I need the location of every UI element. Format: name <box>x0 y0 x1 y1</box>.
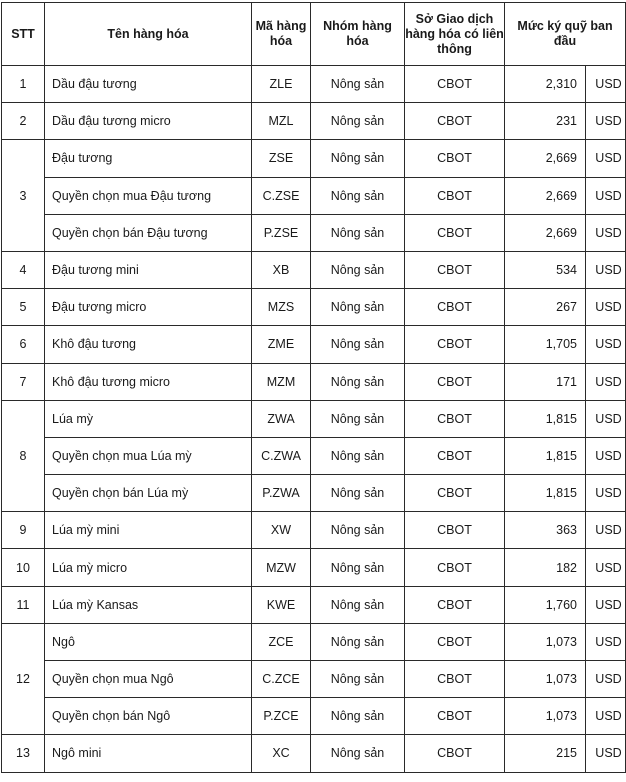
table-row <box>2 400 626 437</box>
row-stt: 8 <box>2 400 45 512</box>
row-group: Nông sản <box>311 400 405 437</box>
row-code: C.ZWA <box>252 437 311 474</box>
row-code: MZL <box>252 103 311 140</box>
table-row <box>2 103 626 140</box>
table-row <box>2 289 626 326</box>
table-row <box>2 698 626 735</box>
row-exchange: CBOT <box>405 661 505 698</box>
row-currency: USD <box>586 103 626 140</box>
table-row <box>2 549 626 586</box>
row-currency: USD <box>586 586 626 623</box>
row-group: Nông sản <box>311 140 405 177</box>
row-margin: 1,815 <box>505 400 586 437</box>
row-code: XW <box>252 512 311 549</box>
row-name: Quyền chọn bán Lúa mỳ <box>45 475 252 512</box>
row-code: C.ZSE <box>252 177 311 214</box>
row-margin: 231 <box>505 103 586 140</box>
row-group: Nông sản <box>311 177 405 214</box>
row-name: Ngô mini <box>45 735 252 772</box>
row-exchange: CBOT <box>405 437 505 474</box>
row-exchange: CBOT <box>405 475 505 512</box>
row-name: Dầu đậu tương <box>45 66 252 103</box>
row-stt: 4 <box>2 251 45 288</box>
row-code: ZSE <box>252 140 311 177</box>
table-row <box>2 66 626 103</box>
row-margin: 1,760 <box>505 586 586 623</box>
row-margin: 1,073 <box>505 698 586 735</box>
table-body <box>2 66 626 773</box>
table-row <box>2 140 626 177</box>
row-group: Nông sản <box>311 475 405 512</box>
row-name: Quyền chọn bán Đậu tương <box>45 214 252 251</box>
row-code: C.ZCE <box>252 661 311 698</box>
header-code: Mã hàng hóa <box>252 3 311 66</box>
row-code: ZWA <box>252 400 311 437</box>
row-stt: 13 <box>2 735 45 772</box>
row-name: Quyền chọn mua Ngô <box>45 661 252 698</box>
table-row <box>2 177 626 214</box>
row-exchange: CBOT <box>405 735 505 772</box>
row-currency: USD <box>586 214 626 251</box>
row-stt: 7 <box>2 363 45 400</box>
row-margin: 2,310 <box>505 66 586 103</box>
row-exchange: CBOT <box>405 586 505 623</box>
row-group: Nông sản <box>311 66 405 103</box>
row-group: Nông sản <box>311 437 405 474</box>
row-margin: 2,669 <box>505 177 586 214</box>
row-currency: USD <box>586 251 626 288</box>
row-currency: USD <box>586 735 626 772</box>
row-exchange: CBOT <box>405 289 505 326</box>
header-group: Nhóm hàng hóa <box>311 3 405 66</box>
row-group: Nông sản <box>311 251 405 288</box>
row-exchange: CBOT <box>405 326 505 363</box>
row-margin: 171 <box>505 363 586 400</box>
row-stt: 1 <box>2 66 45 103</box>
row-code: XC <box>252 735 311 772</box>
row-margin: 1,073 <box>505 623 586 660</box>
row-exchange: CBOT <box>405 103 505 140</box>
row-group: Nông sản <box>311 214 405 251</box>
table-row <box>2 661 626 698</box>
row-group: Nông sản <box>311 735 405 772</box>
row-code: XB <box>252 251 311 288</box>
row-code: MZS <box>252 289 311 326</box>
row-group: Nông sản <box>311 363 405 400</box>
table-row <box>2 475 626 512</box>
row-currency: USD <box>586 363 626 400</box>
row-name: Quyền chọn mua Lúa mỳ <box>45 437 252 474</box>
row-stt: 3 <box>2 140 45 252</box>
row-margin: 182 <box>505 549 586 586</box>
row-exchange: CBOT <box>405 698 505 735</box>
row-exchange: CBOT <box>405 549 505 586</box>
row-exchange: CBOT <box>405 140 505 177</box>
row-stt: 5 <box>2 289 45 326</box>
row-name: Ngô <box>45 623 252 660</box>
table-row <box>2 586 626 623</box>
table-row <box>2 512 626 549</box>
row-code: MZW <box>252 549 311 586</box>
row-name: Lúa mỳ mini <box>45 512 252 549</box>
row-name: Đậu tương mini <box>45 251 252 288</box>
row-currency: USD <box>586 698 626 735</box>
row-margin: 1,815 <box>505 437 586 474</box>
row-currency: USD <box>586 66 626 103</box>
row-group: Nông sản <box>311 623 405 660</box>
row-margin: 1,815 <box>505 475 586 512</box>
row-group: Nông sản <box>311 512 405 549</box>
header-stt: STT <box>2 3 45 66</box>
row-code: ZLE <box>252 66 311 103</box>
row-currency: USD <box>586 400 626 437</box>
row-currency: USD <box>586 437 626 474</box>
row-group: Nông sản <box>311 661 405 698</box>
row-group: Nông sản <box>311 586 405 623</box>
row-currency: USD <box>586 289 626 326</box>
header-exchange: Sở Giao dịch hàng hóa có liên thông <box>405 3 505 66</box>
header-row <box>2 3 626 66</box>
table-row <box>2 735 626 772</box>
row-exchange: CBOT <box>405 623 505 660</box>
row-name: Lúa mỳ Kansas <box>45 586 252 623</box>
row-group: Nông sản <box>311 103 405 140</box>
row-margin: 1,705 <box>505 326 586 363</box>
row-currency: USD <box>586 177 626 214</box>
row-exchange: CBOT <box>405 214 505 251</box>
row-group: Nông sản <box>311 326 405 363</box>
row-code: P.ZWA <box>252 475 311 512</box>
row-margin: 215 <box>505 735 586 772</box>
row-name: Khô đậu tương micro <box>45 363 252 400</box>
row-group: Nông sản <box>311 549 405 586</box>
row-margin: 1,073 <box>505 661 586 698</box>
row-stt: 9 <box>2 512 45 549</box>
row-group: Nông sản <box>311 698 405 735</box>
row-currency: USD <box>586 623 626 660</box>
row-exchange: CBOT <box>405 400 505 437</box>
row-stt: 10 <box>2 549 45 586</box>
row-currency: USD <box>586 326 626 363</box>
row-name: Lúa mỳ micro <box>45 549 252 586</box>
row-code: P.ZSE <box>252 214 311 251</box>
row-group: Nông sản <box>311 289 405 326</box>
row-name: Đậu tương micro <box>45 289 252 326</box>
margin-table <box>1 2 626 773</box>
row-name: Dầu đậu tương micro <box>45 103 252 140</box>
row-name: Quyền chọn bán Ngô <box>45 698 252 735</box>
row-margin: 363 <box>505 512 586 549</box>
row-name: Đậu tương <box>45 140 252 177</box>
row-exchange: CBOT <box>405 363 505 400</box>
row-margin: 534 <box>505 251 586 288</box>
row-currency: USD <box>586 512 626 549</box>
table-row <box>2 363 626 400</box>
row-stt: 6 <box>2 326 45 363</box>
row-exchange: CBOT <box>405 177 505 214</box>
row-name: Quyền chọn mua Đậu tương <box>45 177 252 214</box>
table-row <box>2 437 626 474</box>
row-name: Khô đậu tương <box>45 326 252 363</box>
row-currency: USD <box>586 475 626 512</box>
row-exchange: CBOT <box>405 251 505 288</box>
row-code: ZME <box>252 326 311 363</box>
table-row <box>2 623 626 660</box>
row-margin: 2,669 <box>505 140 586 177</box>
row-code: ZCE <box>252 623 311 660</box>
row-exchange: CBOT <box>405 66 505 103</box>
row-code: KWE <box>252 586 311 623</box>
table-row <box>2 326 626 363</box>
row-margin: 2,669 <box>505 214 586 251</box>
row-stt: 12 <box>2 623 45 735</box>
row-stt: 2 <box>2 103 45 140</box>
row-currency: USD <box>586 661 626 698</box>
table-row <box>2 251 626 288</box>
row-exchange: CBOT <box>405 512 505 549</box>
row-name: Lúa mỳ <box>45 400 252 437</box>
table-row <box>2 214 626 251</box>
row-currency: USD <box>586 140 626 177</box>
row-stt: 11 <box>2 586 45 623</box>
header-margin: Mức ký quỹ ban đầu <box>505 3 626 66</box>
header-name: Tên hàng hóa <box>45 3 252 66</box>
row-code: MZM <box>252 363 311 400</box>
row-margin: 267 <box>505 289 586 326</box>
row-code: P.ZCE <box>252 698 311 735</box>
row-currency: USD <box>586 549 626 586</box>
